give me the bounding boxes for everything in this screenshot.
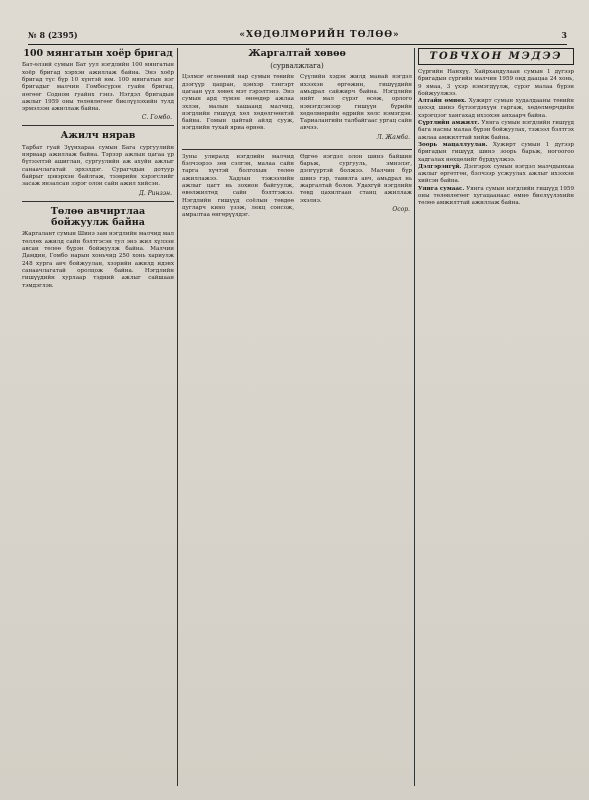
news-item: Сүргийн Нанхүү. Хайрхандулаан сумын 1 дүгээр бригадын сүргийн малчин 1959 онд даацаа 24 хонь, 9 ямаа, 3 үхэр нэмэгдүүлж, сүрэг малаа бүрэн бойжуулжээ.: [418, 69, 574, 97]
issue-number: № 8 (2395): [28, 30, 78, 40]
article-signature: Л. Жамба.: [376, 133, 410, 141]
article-separator: [22, 125, 174, 126]
article-body: Тарбат гуай Зүүнхараа сумын Бага сургуулийн нярваар ажиллаж байна. Тэрээр ажлын цагаа үр бүтээлтэй ашиглан, сургуулийн аж ахуйн ажлыг санаачлагатай эрхэлдэг. Сурагчдын дотуур байрыг цэвэрхэн байлгаж, тээврийн хэрэгслийг засаж янзалсан зэрэг олон сайн ажил хийсэн.: [22, 144, 174, 188]
article-body: Өдгөө нэгдэл олон шинэ байшин барьж, сургууль, эмнэлэг, дэлгүүртэй болжээ. Малчин бүр шинэ гэр, тавилга авч, амьдрал нь жаргалтай болов. Удахгүй нэгдлийн төвд цахилгаан станц ажиллаж эхэлнэ.: [300, 153, 412, 204]
header-rule: [28, 44, 567, 45]
article-signature: Д. Ринзэн.: [138, 189, 172, 197]
text-column: [300, 154, 412, 220]
news-item: Сүртлийн амжилт. Уянга сумын нэгдлийн гишүүд бага насны малаа бүрэн бойжуулах, тэжээл бэлтгэх ажлаа амжилттай хийж байна.: [418, 120, 574, 141]
news-item: Алтайн өмнөх. Хужирт сумын худалдааны төвийн цехэд шинэ бүтээгдэхүүн гаргаж, хөдөлмөрчдийн хэрэгцээг хангахад ихээхэн анхаарч байна.: [418, 98, 574, 119]
text-column: [182, 74, 294, 144]
article-signature: Осор.: [392, 205, 410, 213]
news-item: Дэлгэрэнгүй. Дэлгэрэх сумын нэгдэл малчдынхаа ажлыг өргөтгөн, бэлчээр усжуулах ажлыг ихээхэн хийсэн байна.: [418, 163, 574, 185]
article-subheading: (сурвалжлага): [270, 62, 324, 71]
article-columns: [182, 154, 412, 220]
article-body: Цэлмэг өглөөний нар сумын төвийн дээгүүр цацран, цэнхэр тэнгэрт цагаан үүл хөвөх мэт гэрэлтэнэ. Энэ сумын ард түмэн өнөөдөр ажлаа эхлэн, малын хашаанд малчид, нэгдлийн гишүүд хөл хөдөлгөөнтэй байна. Гомын цайтай айлд сууж, нэгдлийн тухай яриа өрнөв.: [182, 74, 294, 132]
section-badge: ТОВЧХОН МЭДЭЭ: [418, 48, 574, 65]
article-body: Бат-өлзий сумын Бат уул нэгдлийн 100 мянгатын хоёр бригад хэрхэн ажиллаж байна. Энэ хоёр бригад түс бүр 10 хүнтэй юм. 100 мянгатын нэг бригадыг малчин Гомбосүрэн гуайн бригад, нөгөөг Содном гуайнх гэнэ. Нэгдэл бригадын ажлыг 1959 оны төлөвлөгөөг биелүүлэхийн тулд эрмэлзэн ажиллаж байна.: [22, 62, 174, 113]
column-right: [418, 48, 574, 786]
article-columns: [182, 74, 412, 144]
article-heading: Ажилч нярав: [60, 130, 136, 142]
article-separator: [22, 201, 174, 202]
article-body: Сүүлийн хэдэн жилд манай нэгдэл ихээхэн өргөжин, гишүүдийн амьдрал сайжирч байна. Нэгдлийн нийт мал сүрэг өсөж, орлого нэмэгдсэнээр гишүүн бүрийн хөдөлмөрийн өдрийн хөлс нэмэгдэв. Тариалангийн талбайгаас ургац сайн авчээ.: [300, 74, 412, 132]
text-column: [182, 154, 294, 220]
column-left: [22, 48, 174, 786]
article-separator: [182, 149, 412, 150]
masthead: [28, 28, 567, 42]
article-heading: 100 мянгатын хоёр бригад: [23, 48, 173, 59]
article-heading: Төлөө авчиртлаа бойжуулж байна: [50, 205, 146, 229]
article-heading: Жаргалтай хөвөө: [248, 48, 346, 59]
column-center: [182, 48, 412, 786]
column-divider: [414, 48, 415, 786]
newspaper-title: «ХӨДӨЛМӨРИЙН ТӨЛӨӨ»: [239, 30, 400, 40]
column-divider: [177, 48, 178, 786]
article-body: Жаргалант сумын Шинэ зам нэгдлийн малчид мал төллөх ажилд сайн бэлтгэсэн тул энэ жил хүлээн авсан төлөө бүрэн бойжуулж байна. Малчин Дамдин, Гомбо нарын хоньчид 250 хонь хариулж 248 хурга авч бойжуулан, хээрийн ажилд идэвх санаачлагатай оролцож байна. Нэгдлийн гишүүдийн хурлаар тэдний ажлыг сайшаан тэмдэглэв.: [22, 231, 174, 289]
article-body: Зуны улиралд нэгдлийн малчид бэлчээрээ зөв сэлгэн, малаа сайн тарга хүчтэй болгохын төлөө ажиллажээ. Хадлан тэжээлийн ажлыг цагт нь зохион байгуулж, өвөлжилтөд сайн бэлтгэжээ. Нэгдлийн гишүүд соёлын төвдөө цугларч кино үзэж, лекц сонсож, амралтаа өнгөрүүлдэг.: [182, 153, 294, 219]
news-item: Уянга сумаас. Уянга сумын нэгдлийн гишүүд 1959 оны төлөвлөгөөг хугацаанаас өмнө биелүүлэхийн төлөө амжилттай ажиллаж байна.: [418, 185, 574, 207]
text-column: [300, 74, 412, 144]
news-item: Зоорь мацаллуулав. Хужирт сумын 1 дүгээр бригадын гишүүд шинэ зоорь барьж, ногоогоо хадгалах нөхцөлийг бүрдүүлжээ.: [418, 141, 574, 163]
article-signature: С. Гомбо.: [141, 114, 172, 122]
page-number: 3: [561, 30, 567, 40]
